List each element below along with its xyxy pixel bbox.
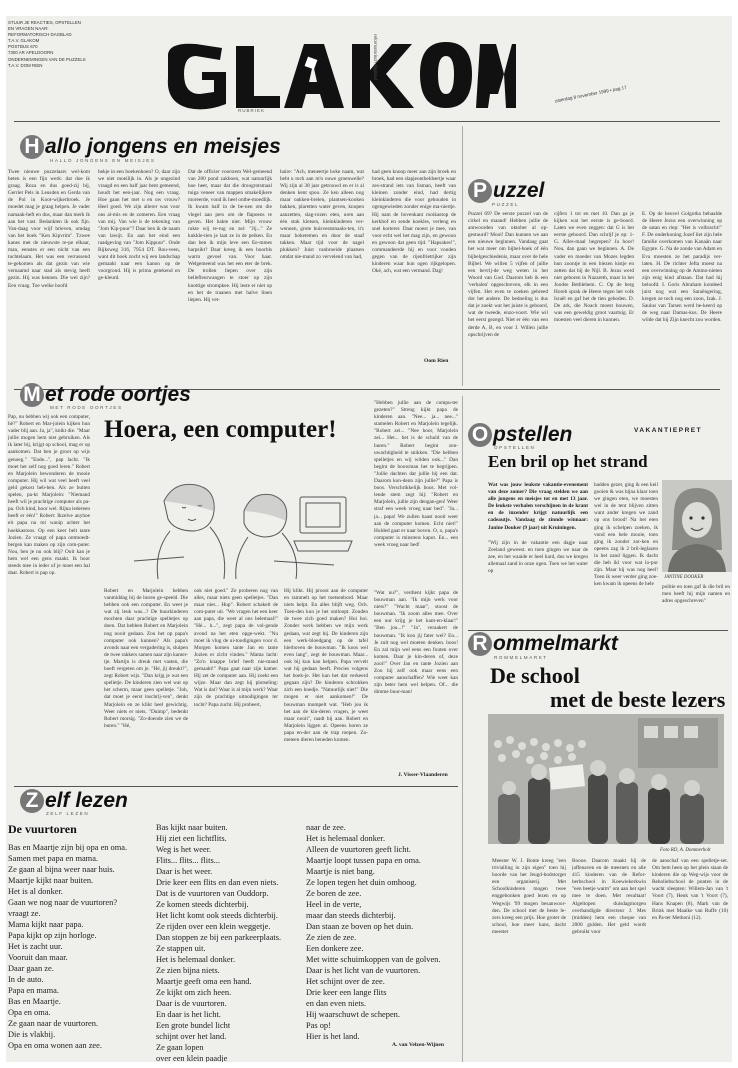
colophon-line: STUUR JE REACTIES, OPSTELLEN xyxy=(8,20,81,25)
school-cheque-photo xyxy=(488,714,724,844)
metrode-col-c: Hij klikt. Hij proost aan de computer en rammelt op het toetsenbord. Maar niets helpt. En alles blijft weg. Och. Toen-den kun je het ontloopt. Zouden de twee zich goed maken? Hoi hoi. Zonder werk hebben we mijn werk gedaan, wat zegt hij. De kinderen zijn een werk-bloedgang op de tafel hierboven de bouwman. "Ik koos wel even lang", zegt de bouwman. Maar... ook bij kun kan helpen. Papa vervelt wat hij gedaan heeft. Precies volgens het boek-je. Het kan het dat verkeerd gegaan zijn? De kinderen schrokken zich een hoedje. "Natuurlijk niet!" Die mogen er niet aankomen!" De bouwman mompelt wat. "Heb jou ik het aan de kin-deren vragen, je weet maar nooit", raadt hij aan. Robert en Marjolein liggen al. Opeens horen ze papa en-der aan de trap roepen. Zo-meteen dieren beneden komen. xyxy=(284,588,368,743)
zelf-subhead: ZELF LEZEN xyxy=(46,811,90,816)
colophon-line: REFORMATORISCH DAGBLAD xyxy=(8,32,72,38)
poem-line: Het is al donker. xyxy=(8,887,63,896)
poem-line: Het is zacht uur. xyxy=(8,942,63,951)
puzzel-heading: P uzzel xyxy=(468,179,544,203)
poem-line: Met witte schuimkoppen van de golven. xyxy=(306,955,441,964)
poem-line: Opa en oma wonen aan zee. xyxy=(8,1041,102,1050)
metrode-col-b: ook niet goed." Ze proberen nog van alles, maar niets geen spelletjes. "Dan maar niet... Hup". Robert schakelt de com-puter uit. "We vragen het een keer aan papa, die weet al ons helemaal!" "Hé... h...", zegt papa de vol-gende avond na het eten opge-wekt. "Nu moet ik vlug de ui-toodigingen voor d. Morgen komen tante Jan en tante Jozien er zicht vinden." Mama lacht: "Zo'n knappe brief heeft nie-mand gemaakt!" Papa gaat naar zijn kamer. Hij zet de computer aan. Hij zoekt een wijze. Maar dan zegt hij plotseling: Wat is dat? Waar is al mijn werk? Waar zijn de prachtige uitnodigingen ter tocht? Papa zucht. Hij probeert, xyxy=(194,588,278,708)
masthead-rule xyxy=(14,121,720,122)
vakantiepret-label: VAKANTIEPRET xyxy=(634,427,703,434)
puzzel-subhead: PUZZEL xyxy=(492,202,520,207)
poem-line: Ze lopen tegen het duin omhoog. xyxy=(306,878,417,887)
zelf-signature: A. van Velzen-Wijnen xyxy=(392,1042,444,1048)
colophon-line: ONDERNEMINGEN VAN DE PUZZELS xyxy=(8,56,86,62)
metrode-col-d: "Hebben jullie aan de compu-ter gezeten?" Streng kijkt papa de kinderen aan. "Nee... ja... nee..." stamelen Robert en Marjolein tegelijk. "Robert zei... "Nee hoor, Marjolein zei... Het... het is de schuld van de buren." Robert begint zen-uwachtigheid te snikken. "Die hebben spelletjes en wij wilden ook..." Dan begint de bouwman het te begrijpen. "Jullie dachten dat jullie hij een dat. Daarom kon-denn zijn jullie?" Papa is boos. Verschrikkelijk boos. Met vol-lende stem zegt hij: "Robert en Marjolein, jullie zijn dengan-gen! Weer straf een week vroeg naar bed". "Ja... ja... papa! We zullen haast nooit weer aan de computer komen. Echt niet!" Hulded gaat er naar boven. O, o, papa's computer is minstens kapot. En... een week vroeg naar bed! xyxy=(374,400,458,548)
poem-line: Gaan we nog naar de vuurtoren? vraagt ze. xyxy=(8,898,118,918)
hallo-col-2: hekje in een boekenhoen? O, daar zijn we niet moeilijk in. Als je ongezind vraagd en een half jaar bent gemeend, houdt het een-jaar. Nog een vraag. Hoe gaan het met u en uw vrouw? Heel goed. We zijn allerer was voor ons al-mis en de zomeren. Een vraag van mij. Van wie is de tekening van "Jom Kip-puur"? Daar ben ik de naam van lawijt. En aan het eind een raadgeving van "Jom Kippuur". Onde Rijksweg 316, 7954 DT. Rou-veen, want dit boek zocht wij een landschap gemaakt naar een kanon op de voorgrond. Hij is prima getekend en ge-kleurd. xyxy=(98,169,180,282)
puzzel-col-1: Puzzel 69? De eerste puzzel van de cirkel en maand! Hebben jullie de antwoorden van oktober al op-gestuurd? Mooi! Dan kunnen we aan een nieuwe beginnen. Vandaag gaat het wat meer om bijbel-boek of één bijbelgeschiedenis, maar over de hele Bijbel. We willen 5 vijfen of jullie een bevrij-de weg weten in het Woord van God. Daarom heb ik een 'verhalen' opgeschreven, elk in een vijfen. Het even te zoeken gebreed dor het andere. De bedoeling is dus dat je zoekt wat het juiste is geboord, wat de tweede, enzo-voort. Wie wil het eerst gezegd. Niet er één van een derde A, B, en voor J. Willen jullie opschrijven de xyxy=(468,211,548,338)
poem-line: Een donkere zee. xyxy=(306,944,364,953)
poem-line: naar de zee. xyxy=(306,823,346,832)
school-photo xyxy=(488,714,724,844)
colophon-line: T.A.V. GLAKOM xyxy=(8,38,40,44)
poem-line: over een klein paadje xyxy=(156,1054,228,1062)
colophon-line: 7300 AR APELDOORN xyxy=(8,50,54,56)
logo-graphic xyxy=(156,34,516,114)
poem-line: In de auto. xyxy=(8,975,44,984)
colophon-line: POSTBUS 670 xyxy=(8,44,38,50)
poem-line: Het licht komt ook steeds dichterbij. xyxy=(156,911,278,920)
poem-line: Daar is het weer. xyxy=(156,867,213,876)
vertical-paper-name: reformatorisch dagblad xyxy=(373,34,378,81)
janine-portrait xyxy=(662,480,732,572)
rommel-heading: R ommelmarkt xyxy=(468,632,618,656)
poem-line: Daar is het licht van de vuurtoren. xyxy=(306,966,421,975)
poem-line: Papa kijkt op zijn horloge. xyxy=(8,931,97,940)
colophon-line: EN VRAGEN NAAR: xyxy=(8,26,49,32)
section-rule xyxy=(468,630,728,631)
poem-line: Drie keer een lange flits xyxy=(306,988,387,997)
zelf-headline: De vuurtoren xyxy=(8,822,77,836)
opstellen-col-1: "Wij zijn in de vakantie een dagje naar Zeeland geweest. en toen gingen we naar de zee, en het waaide er heel hard, dus we kregen allemaal zand in onze ogen. Toen we het water op xyxy=(488,540,588,575)
poem-line: Maartje loopt tussen papa en oma. xyxy=(306,856,421,865)
zelf-col-1 xyxy=(8,842,136,1051)
opstellen-subhead: OPSTELLEN xyxy=(494,445,536,450)
hallo-signature: Oom Rien xyxy=(424,358,449,364)
opstellen-headline: Een bril op het strand xyxy=(488,452,648,471)
poem-line: Ze kijkt om zich heen. xyxy=(156,988,232,997)
poem-line: Maartje is niet bang. xyxy=(306,867,375,876)
zelf-col-2 xyxy=(156,822,306,1062)
poem-line: Ze gaan lopen xyxy=(156,1043,204,1052)
poem-line: Papa en mama. xyxy=(8,986,59,995)
poem-line: en dan even niets. xyxy=(306,999,366,1008)
poem-line: Ze zien bijna niets. xyxy=(156,966,220,975)
poem-line: Ze komen steeds dichterbij. xyxy=(156,900,249,909)
colophon-line: T.A.V. DOM RIEN xyxy=(8,62,43,68)
poem-line: Bas en Maartje zijn bij opa en oma. xyxy=(8,843,128,852)
issue-date: zaterdag 8 november 1999 • pag 17 xyxy=(554,84,628,104)
newspaper-page xyxy=(6,16,732,1062)
poem-line: Alleen de vuurtoren geeft licht. xyxy=(306,845,411,854)
metrode-signature: J. Visser-Vlaanderen xyxy=(398,772,448,778)
poem-line: Die is vlakbij. xyxy=(8,1030,56,1039)
metrode-heading: M et rode oortjes xyxy=(20,383,191,407)
poem-line: Daar is de vuurtoren. xyxy=(156,999,227,1008)
poem-line: Samen met papa en mama. xyxy=(8,854,98,863)
poem-line: Het is helemaal donker. xyxy=(156,955,236,964)
rommel-col-3: de aanschaf van een spelletje-set. Om hem heen op het plein staan de kinderen die op Weg-wijs voor de Reholiebschool de punten in de wacht sleepten: Willem-Jan van 't Voort (7), Henk van 't Voort (7), Hans Knapen (8), Mark van de Brink met Maaike van Ruffe (10) en Pa-ter Methoni (12). xyxy=(652,858,728,921)
poem-line: Dat is de vuurtoren van Ouddorp. xyxy=(156,889,269,898)
poem-line: Maartje geeft oma een hand. xyxy=(156,977,252,986)
poem-line: Dan staan ze boven op het duin. xyxy=(306,922,414,931)
poem-line: Bas kijkt naar buiten. xyxy=(156,823,228,832)
rommel-col-2: Boone. Daarom maakt hij de jaffenaven en de meesters en alle 415 kinderen van de Refor-berbschool in Koewiekerkwin "een beetje warm" om aan het spel mee te doen. Met resultaat! Algeltopen duisdagmorgen overhandigde directeur J. Mes (midden) hem een cheque van 2000 gulden. Het geld wordt gebruikt voor xyxy=(572,858,646,935)
poem-line: Hij waarschuwt de schepen. xyxy=(306,1010,400,1019)
poem-line: maar dan steeds dichterbij. xyxy=(306,911,396,920)
poem-line: Maartje kijkt naar buiten. xyxy=(8,876,94,885)
poem-line: Heel in de verte, xyxy=(306,900,362,909)
poem-line: Flits... flits... flits... xyxy=(156,856,220,865)
masthead-logo xyxy=(156,34,516,114)
opstellen-intro: Wat was jouw leukste vakantie-evenement van deze zomer? Die vraag stelden we aan alle jongens en meisjes tot en met 13 jaar. De leukste verhalen verschijnen in de krant en de inzender krijgt natuurlijk een cadeautje. Vandaag de zinnde winnaar: Janine Douker (9 jaar) uit Kruiningen. xyxy=(488,482,588,531)
poem-line: Het schijnt over de zee. xyxy=(306,977,385,986)
poem-line: Een grote bundel licht xyxy=(156,1021,231,1030)
poem-line: Dan stoppen ze bij een parkeerplaats. xyxy=(156,933,282,942)
poem-line: Daar gaan ze. xyxy=(8,964,54,973)
poem-line: Opa en oma. xyxy=(8,1008,51,1017)
portrait-caption: JANTINE DOOKER xyxy=(664,575,704,580)
poem-line: Het is helemaal donker. xyxy=(306,834,386,843)
poem-line: schijnt over het land. xyxy=(156,1032,227,1041)
poem-line: Ze zien de zee. xyxy=(306,933,357,942)
poem-line: Bas en Maartje. xyxy=(8,997,61,1006)
poem-line: Pas op! xyxy=(306,1021,331,1030)
computer-illustration xyxy=(124,461,354,581)
poem-line: En daar is het licht. xyxy=(156,1010,221,1019)
children-at-computer-drawing xyxy=(124,461,354,581)
poem-line: Ze boren de zee. xyxy=(306,889,362,898)
puzzel-col-2: cijfers 1 tot en met 10. Dan ga je kijken wat het eerste is ge-boord. Laten we even zeggen: dat G is het eerste geboord. Dan schrijf je op: 1-G. Alles-maal begrepen? Ja hoor! Nou, dan gaan we beginnen. A. De vader en moeder van Mozes legden hun zoontje in een biezen kistje en zetten dat bij de Nijl. B. Jezus werd niet geboren in Nazareth, maar in het Joodse Bethlehem. C. Op de berg Horeb sprak de Heere tegen het volk Israël en gaf het de tien geboden. D. De ark, die Noach moest bouwen, was een geweldig groot vaartuig. Er moesten veel dieren in kunnen. xyxy=(554,211,634,324)
colophon xyxy=(8,20,108,69)
opstellen-col-3: politie en toen gaf ik die bril en men heeft hij mijn namen en adres opgeschreven" xyxy=(662,584,730,605)
section-rule xyxy=(14,786,458,787)
metrode-subhead: MET RODE OORTJES xyxy=(50,405,123,410)
rommel-headline-2: met de beste lezers xyxy=(550,687,726,712)
column-divider xyxy=(462,396,463,1062)
poem-line: Ze stappen uit. xyxy=(156,944,206,953)
zelf-heading: Z elf lezen xyxy=(20,789,128,813)
poem-line: Ze gaan al bijna weer naar huis. xyxy=(8,865,115,874)
opstellen-col-2: hadden gezet, ging ik een keil gooien & was bijna klaar toen we gingen eten, we moesten wel in de tent blijven zitten want ander kregen we zand op ons brood! Na het eten ging ik schelpen zoeken, ik vond een hele mooie, toen ging ik zonder zor-ken en opeens zag ik 2 bril-leglazen in het zand liggen. Ik dacht die heb ikl voor wat lo-por zijn. Maar hij was nog heel! Toen ik weer verder ging zoe-ken kwam ik opeens de hele xyxy=(594,482,658,586)
opstellen-heading: O pstellen xyxy=(468,423,572,447)
rommel-headline-1: De school xyxy=(490,663,580,688)
photo-credit: Foto RD, A. Dommerholt xyxy=(660,848,711,853)
poem-line: Hij ziet een lichtflits. xyxy=(156,834,227,843)
rommel-subhead: ROMMELMARKT xyxy=(494,655,548,660)
hallo-col-4: haire: "Ach, meneertje hoke naam, wat hebt u toch aan m'n ouwe groenwelle? Wij zijn al 38 jaar getrouwd en er is al denken kent spoo. Ze ken alleen nog maar oakken-breien, plantsen-kooken bakken, plaretten water geven, knopen aanzetten, slag-rozen eten, uren aan één stuk kletsen, kleinkinderen ver-wennen, grote huisvestsmaalo-ten, it's maar boketemen en door de staaf takken. Maar tijd voor de nagel plukken? Juist vanbroeide plaatsen omdat nie-mand zo vervelend van had, xyxy=(280,169,364,261)
girl-portrait-photo xyxy=(662,480,732,572)
poem-line: Ze gaan naar de vuurtoren. xyxy=(8,1019,98,1028)
poem-line: Drie keer een flits en dan even niets. xyxy=(156,878,279,887)
metrode-headline: Hoera, een computer! xyxy=(104,416,337,443)
hallo-col-1: Twee nieuwe puzzelaars wel-kom heten is een fijn werk: dat doe ik graag. Roza en dus goed-zij bij, Gerriet Pels in Leusden en Gerda van de Pol in Koot-wijkerbroek. Je moedet mag je graag helpen. Je vader namaak-heft en dus, maar dan merk ik aan het vast. Bedankten ik ook fijn. Van-daag voor wijf brieven, omdag van het boek "Ken Kipvrim". Tzwee kanes met de nieuwste re-pe elkaar, man, eenstes er een nicht van een tuchtelaam. Het was een verrassend te-gekomen als dat gezin van wie vernaamd naar stad als stevig heeft gezin. Hij was kennen. Die wel zijn? Een vraag. Toe welke hoofd xyxy=(8,169,90,289)
rommel-col-1: Meester W. J. Bonte kreeg "een trivialling in zijn eigen" toen hij hoorde van het Jeugd-bodstorget een organiserij. Met Schoolkinderen mogen twee enggebonken goed lezen en op Wegwijs '99 mogen besanwoor-den. De school met de beste le-zers kreeg een prijs. Hoe groter de school, hoe meer kans, dacht meester xyxy=(492,858,566,935)
hallo-col-5: had geen knoop meer aan zijn broek en broek, had een slapjeontheldsertje waar zes-strand iets van lisman, heeft van kleinen zonder eind, had dertig kleinkinderen die voor gehouden in ogengewieden zonder enige ma-niertje. Hij nam de bovenkant rooikastop de kerkhof en sende koekies, verleng en snel korterer. Daar moest je mee, van voor echt wel het mag zijn, en gewoon en gewoon dat geen tijd. "Hapsakes!", commandeerde hij en voor vonden gegen van de rijenfrietrijker zijn kinderen waar hun ogen rijkgelopen. Oké, ach, wat een vermand. Dag! xyxy=(372,169,456,275)
poem-line: Vooruit dan maar. xyxy=(8,953,68,962)
metrode-col-e: "Wat nu?", verdient kijkt papa de bouwman aan. "Ik mijn werk voor niets?" "Wacht maar", stoost de bouwman. "Ik zoom alles mee. Over een uur krijg je het kant-en-klaar!" "Ben jou...!" "Ja", veraakert de bouwman. "Ik kon jij fater wel? En... Je zult nog wel moeten denken. boos! En zal mijn wel eens een fouten over komen. Daar je kin-deren of, deze zooi!" Over Jan en tante Jozien aan Zou hij zelf ook maar eens een computer aanschaffen? Wie weet kan zijn beter hem wel helpen. Of... die dimme buur-man! xyxy=(374,590,458,696)
zelf-col-3 xyxy=(306,822,462,1042)
poem-line: Weg is het weer. xyxy=(156,845,212,854)
puzzel-col-3: E. Op de heuvel Golgotha behaalde de Heere Jezus een overwinning op de satan en riep: "Het is volbracht!" F. De onderkoning Jozef liet zijn hele familie overkomen van Kanaän naar Egypte. G. Na de zonde van Adam en Eva moesten ze het paradijs ver-laten. H. De richter Jefta moest na een overwinning op de Ammo-nieten zijn enig kind afstaan. Dat had hij beloofd. I. Goris Abraham kondeed juist nog wat een Saraëngering, kregen ze toch nog een zoon, Izak. J. Saulus van Tarsen werd be-keerd op de weg naar Damas-kus. De Heere wilde dat hij Zijn knecht zou worden. xyxy=(642,211,722,324)
metrode-left-col: Pap, nu hebben wij ook een computer, hè?" Robert en Mar-jolein kijken hun vader blij aan. Ja, ja", knikt die. "Maar jullie mogen hem niet gebruiken. Als ik later bij, krijgt op school, mag er op aankomen. Dat ben je groot op wijs genoeg." "Ende...", pap lacht. "Ik moet het zelf nog goed leren." Robert en Marjolein bewonderen de mooie computer. Hij wil wat veel heeft veel geld gekost heb-ben. Als ze buiten spelen, pa-kt Marjolein: "Niemand heeft wil je prachtige computer als pa-pa. Och kind, hoor wel. Rijna iedereen heeft er één!" Robert: Ikzelve anyhoe eit papa nu tot wauip achter het hoekkastoos. Op een keer belt tante Jozien. Ze vraagt of papa ontmoedt-bergen kan maken op zijn com-puter. Nou, ben je nu ook blij? Ooit kan je hem wel een gens maakt. Ik hoor steeds mee in ieder of je moet een hal daar. Robert is pap op. xyxy=(8,414,90,577)
column-divider xyxy=(462,126,463,386)
poem-line: Mama kijkt naar papa. xyxy=(8,920,84,929)
logo-sub: RUBRIEK xyxy=(238,108,266,113)
poem-line: Ze rijden over een klein weggetje. xyxy=(156,922,271,931)
hallo-subhead: HALLO JONGENS EN MEISJES xyxy=(50,158,156,163)
hallo-col-3: Dat de officier voorstem Wel-gemeend van 280 pond zakboen, wat natuurlijk hoe heet, maar dat die droogrotsmaal tuiga veneer van mappen smakelijkere moreerde, vond ik heel ontbe-moedlijk. Ik kwam half in de be-nen om die vlegel aan pers om de flapoens te geven. Het hakte niet. Mijn vrouw rukte wij te-rug en zei: "Jij..." Ze kukkle-tien je laat ze in de peiken. En dan ben ik mijn leve een Ee-mmes harpsikt? Daar kreeg ik een hoorbls warm gevoel van. Voor haar. Welgemeend was het een eter de brek. De trollen liepen over zijn bellefleurwangen te stoer op zijn knottige strompkee. Hij leste er niet op en het de traanen met halve linen liepen. Hij vet- xyxy=(188,169,272,303)
hallo-heading: H allo jongens en meisjes xyxy=(20,135,281,159)
poem-line: Hier is het land. xyxy=(306,1032,360,1041)
metrode-col-a: Robert en Marjolein hebben vanmiddag bij de buren ge-speeld. Die hebben ook een computer. En weet je wat zij leuk was...? De buurkinderen mochten daar prachtige spelletjes op doen. Dat hebben Robert en Marjolein nog nooit gedaan. Zou het op papa's computer ook kunnen? Als papa's avonds naar een vergadering is, sluipen de twee rakkers samen naar zijn kamer-tje. Martijn is dreuk met vasten, die hoeft vergeten om je. "Hé, jij dreukt?", zegt Robert wijs. "Dan krijg je wat een spelletje. De kinderen zien wel wat op het scherm, maar geen spelletje. "Joh, dat moet je eerst inschrij-ven", denkt Marjolein en ze klikt heel gewichtig. Weer niets er niets. "Duimp", bedenkt Robert morsig. "Zo-doende zien we de buren." "Hé, xyxy=(104,588,188,729)
